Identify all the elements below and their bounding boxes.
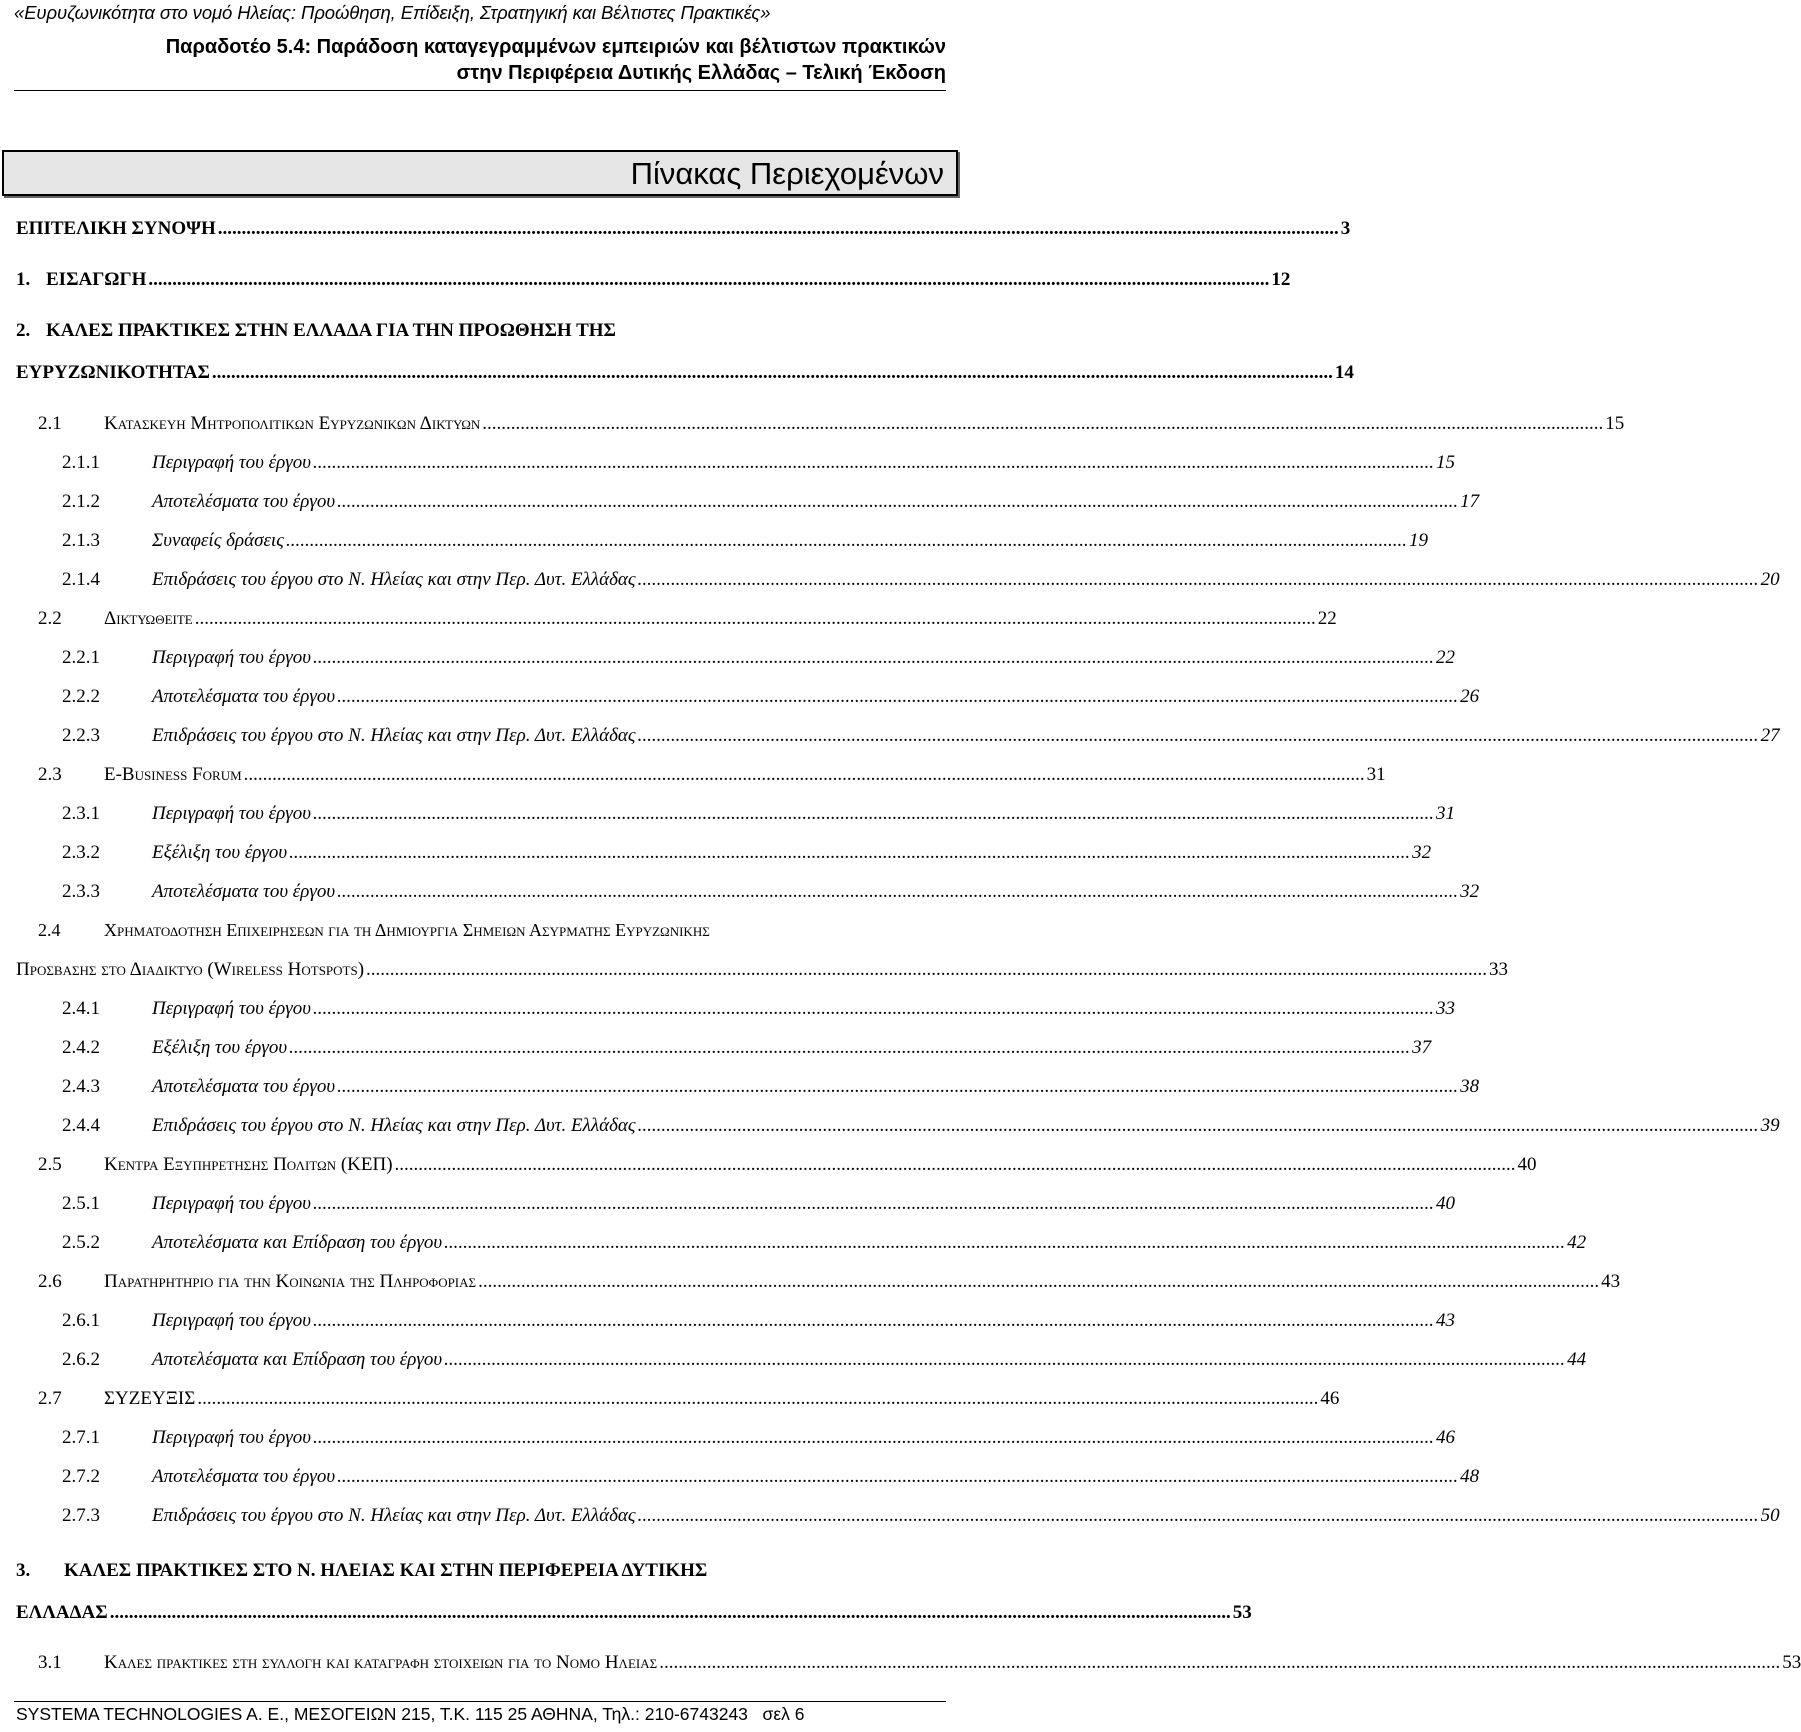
toc-entry-2-3-1[interactable] xyxy=(62,803,1455,825)
toc-entry-page: 53 xyxy=(1782,1652,1801,1673)
toc-entry-number: 2.7 xyxy=(38,1388,62,1409)
leader-dots xyxy=(313,803,1434,825)
toc-entry-number: 1. xyxy=(16,269,31,290)
toc-entry-text: Περιγραφή του έργου xyxy=(152,1193,311,1214)
toc-entry-page: 33 xyxy=(1489,959,1509,980)
leader-dots xyxy=(638,1505,1759,1527)
toc-entry-page: 22 xyxy=(1317,608,1337,629)
toc-entry-2-3[interactable] xyxy=(38,764,1386,786)
toc-entry-number: 2.5 xyxy=(38,1154,62,1175)
leader-dots xyxy=(638,1115,1759,1137)
leader-dots xyxy=(212,362,1333,384)
toc-entry-number: 2.7.2 xyxy=(62,1466,100,1487)
leader-dots xyxy=(313,1310,1434,1332)
toc-entry-number: 2.5.2 xyxy=(62,1232,100,1253)
toc-entry-text: Κατασκευη Μητροπολιτικων Ευρυζωνικων Δικτυων xyxy=(104,413,481,434)
toc-entry-text: Καλες πρακτικες στη συλλογη και καταγραφη στοιχειων για το Νομο Ηλειας xyxy=(104,1652,658,1673)
toc-entry-page: 40 xyxy=(1517,1154,1537,1175)
toc-entry-2-6-1[interactable] xyxy=(62,1310,1455,1332)
toc-entry-number: 2.6.1 xyxy=(62,1310,100,1331)
toc-entry-page: 46 xyxy=(1320,1388,1340,1409)
leader-dots xyxy=(313,647,1434,669)
toc-entry-2-4-4[interactable] xyxy=(62,1115,1780,1137)
leader-dots xyxy=(337,1076,1458,1098)
page-footer xyxy=(16,1704,946,1725)
leader-dots xyxy=(482,413,1603,435)
toc-entry-text: Περιγραφή του έργου xyxy=(152,1310,311,1331)
toc-entry-page: 15 xyxy=(1435,452,1455,473)
toc-entry-number: 2.1.3 xyxy=(62,530,100,551)
toc-entry-page: 53 xyxy=(1232,1602,1252,1623)
toc-entry-text: Χρηματοδοτηση Επιχειρησεων για τη Δημιουργια Σημειων Ασυρματης Ευρυζωνικης xyxy=(104,920,710,940)
toc-entry-2-1-4[interactable] xyxy=(62,569,1780,591)
toc-entry-page: 26 xyxy=(1460,686,1480,707)
toc-entry-page: 48 xyxy=(1460,1466,1480,1487)
toc-entry-2-6-2[interactable] xyxy=(62,1349,1587,1371)
toc-entry-number: 2.3.2 xyxy=(62,842,100,863)
toc-entry-1[interactable] xyxy=(16,269,1291,291)
toc-entry-page: 31 xyxy=(1435,803,1455,824)
toc-entry-text: Αποτελέσματα του έργου xyxy=(152,491,336,512)
toc-entry-number: 2.2.3 xyxy=(62,725,100,746)
toc-entry-text: Δικτυωθειτε xyxy=(104,608,193,629)
leader-dots xyxy=(337,1466,1458,1488)
toc-entry-text: Περιγραφή του έργου xyxy=(152,452,311,473)
toc-entry-2-5-2[interactable] xyxy=(62,1232,1587,1254)
toc-entry-2-5-1[interactable] xyxy=(62,1193,1455,1215)
leader-dots xyxy=(110,1602,1231,1624)
toc-entry-text: Αποτελέσματα και Επίδραση του έργου xyxy=(152,1349,443,1370)
toc-entry-2-7[interactable] xyxy=(38,1388,1340,1410)
leader-dots xyxy=(218,218,1339,240)
toc-entry-page: 33 xyxy=(1435,998,1455,1019)
toc-entry-2-line1[interactable] xyxy=(16,320,616,342)
toc-entry-2-7-2[interactable] xyxy=(62,1466,1480,1488)
leader-dots xyxy=(286,530,1407,552)
toc-entry-2-6[interactable] xyxy=(38,1271,1621,1293)
leader-dots xyxy=(148,269,1269,291)
toc-entry-text: Παρατηρητηριο για την Κοινωνια της Πληροφοριας xyxy=(104,1271,477,1292)
toc-entry-2-line2[interactable] xyxy=(16,362,1354,384)
toc-entry-text: Αποτελέσματα και Επίδραση του έργου xyxy=(152,1232,443,1253)
leader-dots xyxy=(313,1427,1434,1449)
toc-entry-page: 27 xyxy=(1760,725,1780,746)
toc-entry-2-2-2[interactable] xyxy=(62,686,1480,708)
leader-dots xyxy=(337,881,1458,903)
toc-entry-number: 2.2 xyxy=(38,608,62,629)
toc-entry-2-1-1[interactable] xyxy=(62,452,1455,474)
toc-entry-page: 19 xyxy=(1408,530,1428,551)
toc-entry-page: 32 xyxy=(1412,842,1432,863)
toc-entry-page: 38 xyxy=(1460,1076,1480,1097)
leader-dots xyxy=(366,959,1487,981)
leader-dots xyxy=(337,686,1458,708)
toc-entry-page: 32 xyxy=(1460,881,1480,902)
toc-entry-2-5[interactable] xyxy=(38,1154,1537,1176)
toc-entry-text: ΕΠΙΤΕΛΙΚΗ ΣΥΝΟΨΗ xyxy=(16,218,216,239)
leader-dots xyxy=(313,452,1434,474)
toc-entry-text: E-Business Forum xyxy=(104,764,242,785)
toc-entry-text: ΚΑΛΕΣ ΠΡΑΚΤΙΚΕΣ ΣΤΟ Ν. ΗΛΕΙΑΣ ΚΑΙ ΣΤΗΝ ΠΕΡΙΦΕΡΕΙΑ ΔΥΤΙΚΗΣ xyxy=(64,1560,708,1581)
document-subtitle: «Ευρυζωνικότητα στο νομό Ηλείας: Προώθηση, Επίδειξη, Στρατηγική και Βέλτιστες Πρακτικές» xyxy=(14,2,771,23)
toc-entry-3-1[interactable] xyxy=(38,1652,1801,1674)
toc-entry-text: Επιδράσεις του έργου στο Ν. Ηλείας και στην Περ. Δυτ. Ελλάδας xyxy=(152,1505,636,1526)
toc-entry-number: 2.4.3 xyxy=(62,1076,100,1097)
deliverable-title-line-2: στην Περιφέρεια Δυτικής Ελλάδας – Τελική Έκδοση xyxy=(456,62,946,84)
leader-dots xyxy=(395,1154,1516,1176)
toc-entry-text: Περιγραφή του έργου xyxy=(152,803,311,824)
toc-entry-2-7-3[interactable] xyxy=(62,1505,1780,1527)
toc-entry-number: 2.7.1 xyxy=(62,1427,100,1448)
toc-entry-text: Περιγραφή του έργου xyxy=(152,647,311,668)
toc-entry-2-1-3[interactable] xyxy=(62,530,1428,552)
leader-dots xyxy=(478,1271,1599,1293)
deliverable-title-line-1: Παραδοτέο 5.4: Παράδοση καταγεγραμμένων εμπειριών και βέλτιστων πρακτικών xyxy=(165,36,946,58)
toc-entry-text: ΕΛΛΑΔΑΣ xyxy=(16,1602,108,1623)
toc-entry-number: 2.3.1 xyxy=(62,803,100,824)
toc-entry-text: Περιγραφή του έργου xyxy=(152,1427,311,1448)
toc-entry-page: 44 xyxy=(1567,1349,1587,1370)
leader-dots xyxy=(659,1652,1780,1674)
toc-entry-2-4-line2[interactable] xyxy=(16,959,1509,981)
toc-entry-page: 20 xyxy=(1760,569,1780,590)
toc-entry-page: 43 xyxy=(1435,1310,1455,1331)
toc-entry-page: 39 xyxy=(1760,1115,1780,1136)
toc-entry-page: 14 xyxy=(1334,362,1354,383)
header-divider xyxy=(14,90,946,91)
toc-entry-text: ΚΑΛΕΣ ΠΡΑΚΤΙΚΕΣ ΣΤΗΝ ΕΛΛΑΔΑ ΓΙΑ ΤΗΝ ΠΡΟΩΘΗΣΗ ΤΗΣ xyxy=(46,320,616,341)
toc-entry-number: 2.4.1 xyxy=(62,998,100,1019)
toc-title: Πίνακας Περιεχομένων xyxy=(630,156,944,191)
toc-entry-text: Αποτελέσματα του έργου xyxy=(152,1466,336,1487)
toc-entry-text: Επιδράσεις του έργου στο Ν. Ηλείας και στην Περ. Δυτ. Ελλάδας xyxy=(152,1115,636,1136)
leader-dots xyxy=(244,764,1365,786)
toc-entry-text: Κεντρα Εξυπηρετησης Πολιτων (ΚΕΠ) xyxy=(104,1154,393,1175)
toc-entry-text: Αποτελέσματα του έργου xyxy=(152,686,336,707)
toc-entry-page: 17 xyxy=(1460,491,1480,512)
toc-entry-number: 2.1.4 xyxy=(62,569,100,590)
toc-entry-number: 2.3.3 xyxy=(62,881,100,902)
toc-entry-page: 15 xyxy=(1605,413,1625,434)
toc-entry-number: 3.1 xyxy=(38,1652,62,1673)
leader-dots xyxy=(444,1349,1565,1371)
toc-entry-2-2-3[interactable] xyxy=(62,725,1780,747)
deliverable-title xyxy=(14,34,946,86)
toc-entry-page: 42 xyxy=(1567,1232,1587,1253)
toc-entry-page: 46 xyxy=(1435,1427,1455,1448)
page-header xyxy=(14,0,946,91)
toc-entry-2-1-2[interactable] xyxy=(62,491,1480,513)
toc-entry-number: 2.4 xyxy=(38,920,61,940)
toc-entry-2-4-line1[interactable] xyxy=(38,920,710,941)
toc-entry-number: 2.3 xyxy=(38,764,62,785)
toc-entry-number: 2. xyxy=(16,320,31,341)
leader-dots xyxy=(638,725,1759,747)
toc-entry-2-4-1[interactable] xyxy=(62,998,1455,1020)
leader-dots xyxy=(337,491,1458,513)
toc-entry-3-line1[interactable] xyxy=(16,1560,707,1582)
toc-entry-page: 43 xyxy=(1601,1271,1621,1292)
toc-entry-text: Περιγραφή του έργου xyxy=(152,998,311,1019)
toc-entry-2-4-2[interactable] xyxy=(62,1037,1432,1059)
toc-entry-number: 2.6.2 xyxy=(62,1349,100,1370)
toc-entry-number: 2.1.2 xyxy=(62,491,100,512)
toc-entry-number: 3. xyxy=(16,1560,31,1581)
toc-entry-page: 12 xyxy=(1271,269,1291,290)
toc-entry-2-7-1[interactable] xyxy=(62,1427,1455,1449)
toc-entry-text: ΕΥΡΥΖΩΝΙΚΟΤΗΤΑΣ xyxy=(16,362,210,383)
toc-entry-2-3-3[interactable] xyxy=(62,881,1480,903)
toc-entry-3-line2[interactable] xyxy=(16,1602,1252,1624)
toc-entry-2-2[interactable] xyxy=(38,608,1337,630)
leader-dots xyxy=(638,569,1759,591)
toc-entry-text: ΕΙΣΑΓΩΓΗ xyxy=(46,269,147,290)
leader-dots xyxy=(313,1193,1434,1215)
leader-dots xyxy=(289,842,1410,864)
toc-entry-page: 40 xyxy=(1435,1193,1455,1214)
toc-entry-number: 2.2.1 xyxy=(62,647,100,668)
toc-entry-text: Αποτελέσματα του έργου xyxy=(152,881,336,902)
leader-dots xyxy=(195,608,1316,630)
toc-entry-text: Προσβασης στο Διαδικτυο (Wireless Hotspots) xyxy=(16,959,365,980)
toc-entry-2-3-2[interactable] xyxy=(62,842,1432,864)
leader-dots xyxy=(313,998,1434,1020)
footer-divider xyxy=(14,1701,946,1702)
toc-entry-text: Επιδράσεις του έργου στο Ν. Ηλείας και στην Περ. Δυτ. Ελλάδας xyxy=(152,569,636,590)
toc-entry-page: 3 xyxy=(1340,218,1351,239)
toc-entry-page: 31 xyxy=(1366,764,1386,785)
toc-entry-text: ΣΥΖΕΥΞΙΣ xyxy=(104,1388,196,1409)
toc-entry-page: 22 xyxy=(1435,647,1455,668)
toc-entry-number: 2.4.4 xyxy=(62,1115,100,1136)
leader-dots xyxy=(289,1037,1410,1059)
toc-entry-page: 37 xyxy=(1412,1037,1432,1058)
toc-entry-2-1[interactable] xyxy=(38,413,1625,435)
toc-entry-number: 2.5.1 xyxy=(62,1193,100,1214)
toc-entry-2-2-1[interactable] xyxy=(62,647,1455,669)
toc-entry-text: Εξέλιξη του έργου xyxy=(152,1037,288,1058)
toc-entry-text: Εξέλιξη του έργου xyxy=(152,842,288,863)
toc-entry-number: 2.6 xyxy=(38,1271,62,1292)
toc-entry-text: Συναφείς δράσεις xyxy=(152,530,284,551)
toc-entry-number: 2.7.3 xyxy=(62,1505,100,1526)
toc-entry-text: Επιδράσεις του έργου στο Ν. Ηλείας και στην Περ. Δυτ. Ελλάδας xyxy=(152,725,636,746)
toc-entry-number: 2.1 xyxy=(38,413,62,434)
toc-entry-number: 2.1.1 xyxy=(62,452,100,473)
toc-entry-2-4-3[interactable] xyxy=(62,1076,1480,1098)
footer-page-number: σελ 6 xyxy=(762,1704,805,1724)
toc-entry-number: 2.4.2 xyxy=(62,1037,100,1058)
toc-entry-page: 50 xyxy=(1760,1505,1780,1526)
toc-heading-box xyxy=(2,150,958,196)
leader-dots xyxy=(197,1388,1318,1410)
toc-entry-number: 2.2.2 xyxy=(62,686,100,707)
leader-dots xyxy=(444,1232,1565,1254)
toc-entry-executive-summary[interactable] xyxy=(16,218,1351,240)
footer-company: SYSTEMA TECHNOLOGIES A. E., ΜΕΣΟΓΕΙΩΝ 215, Τ.Κ. 115 25 ΑΘΗΝΑ, Τηλ.: 210-6743243 xyxy=(16,1704,748,1724)
toc-entry-text: Αποτελέσματα του έργου xyxy=(152,1076,336,1097)
